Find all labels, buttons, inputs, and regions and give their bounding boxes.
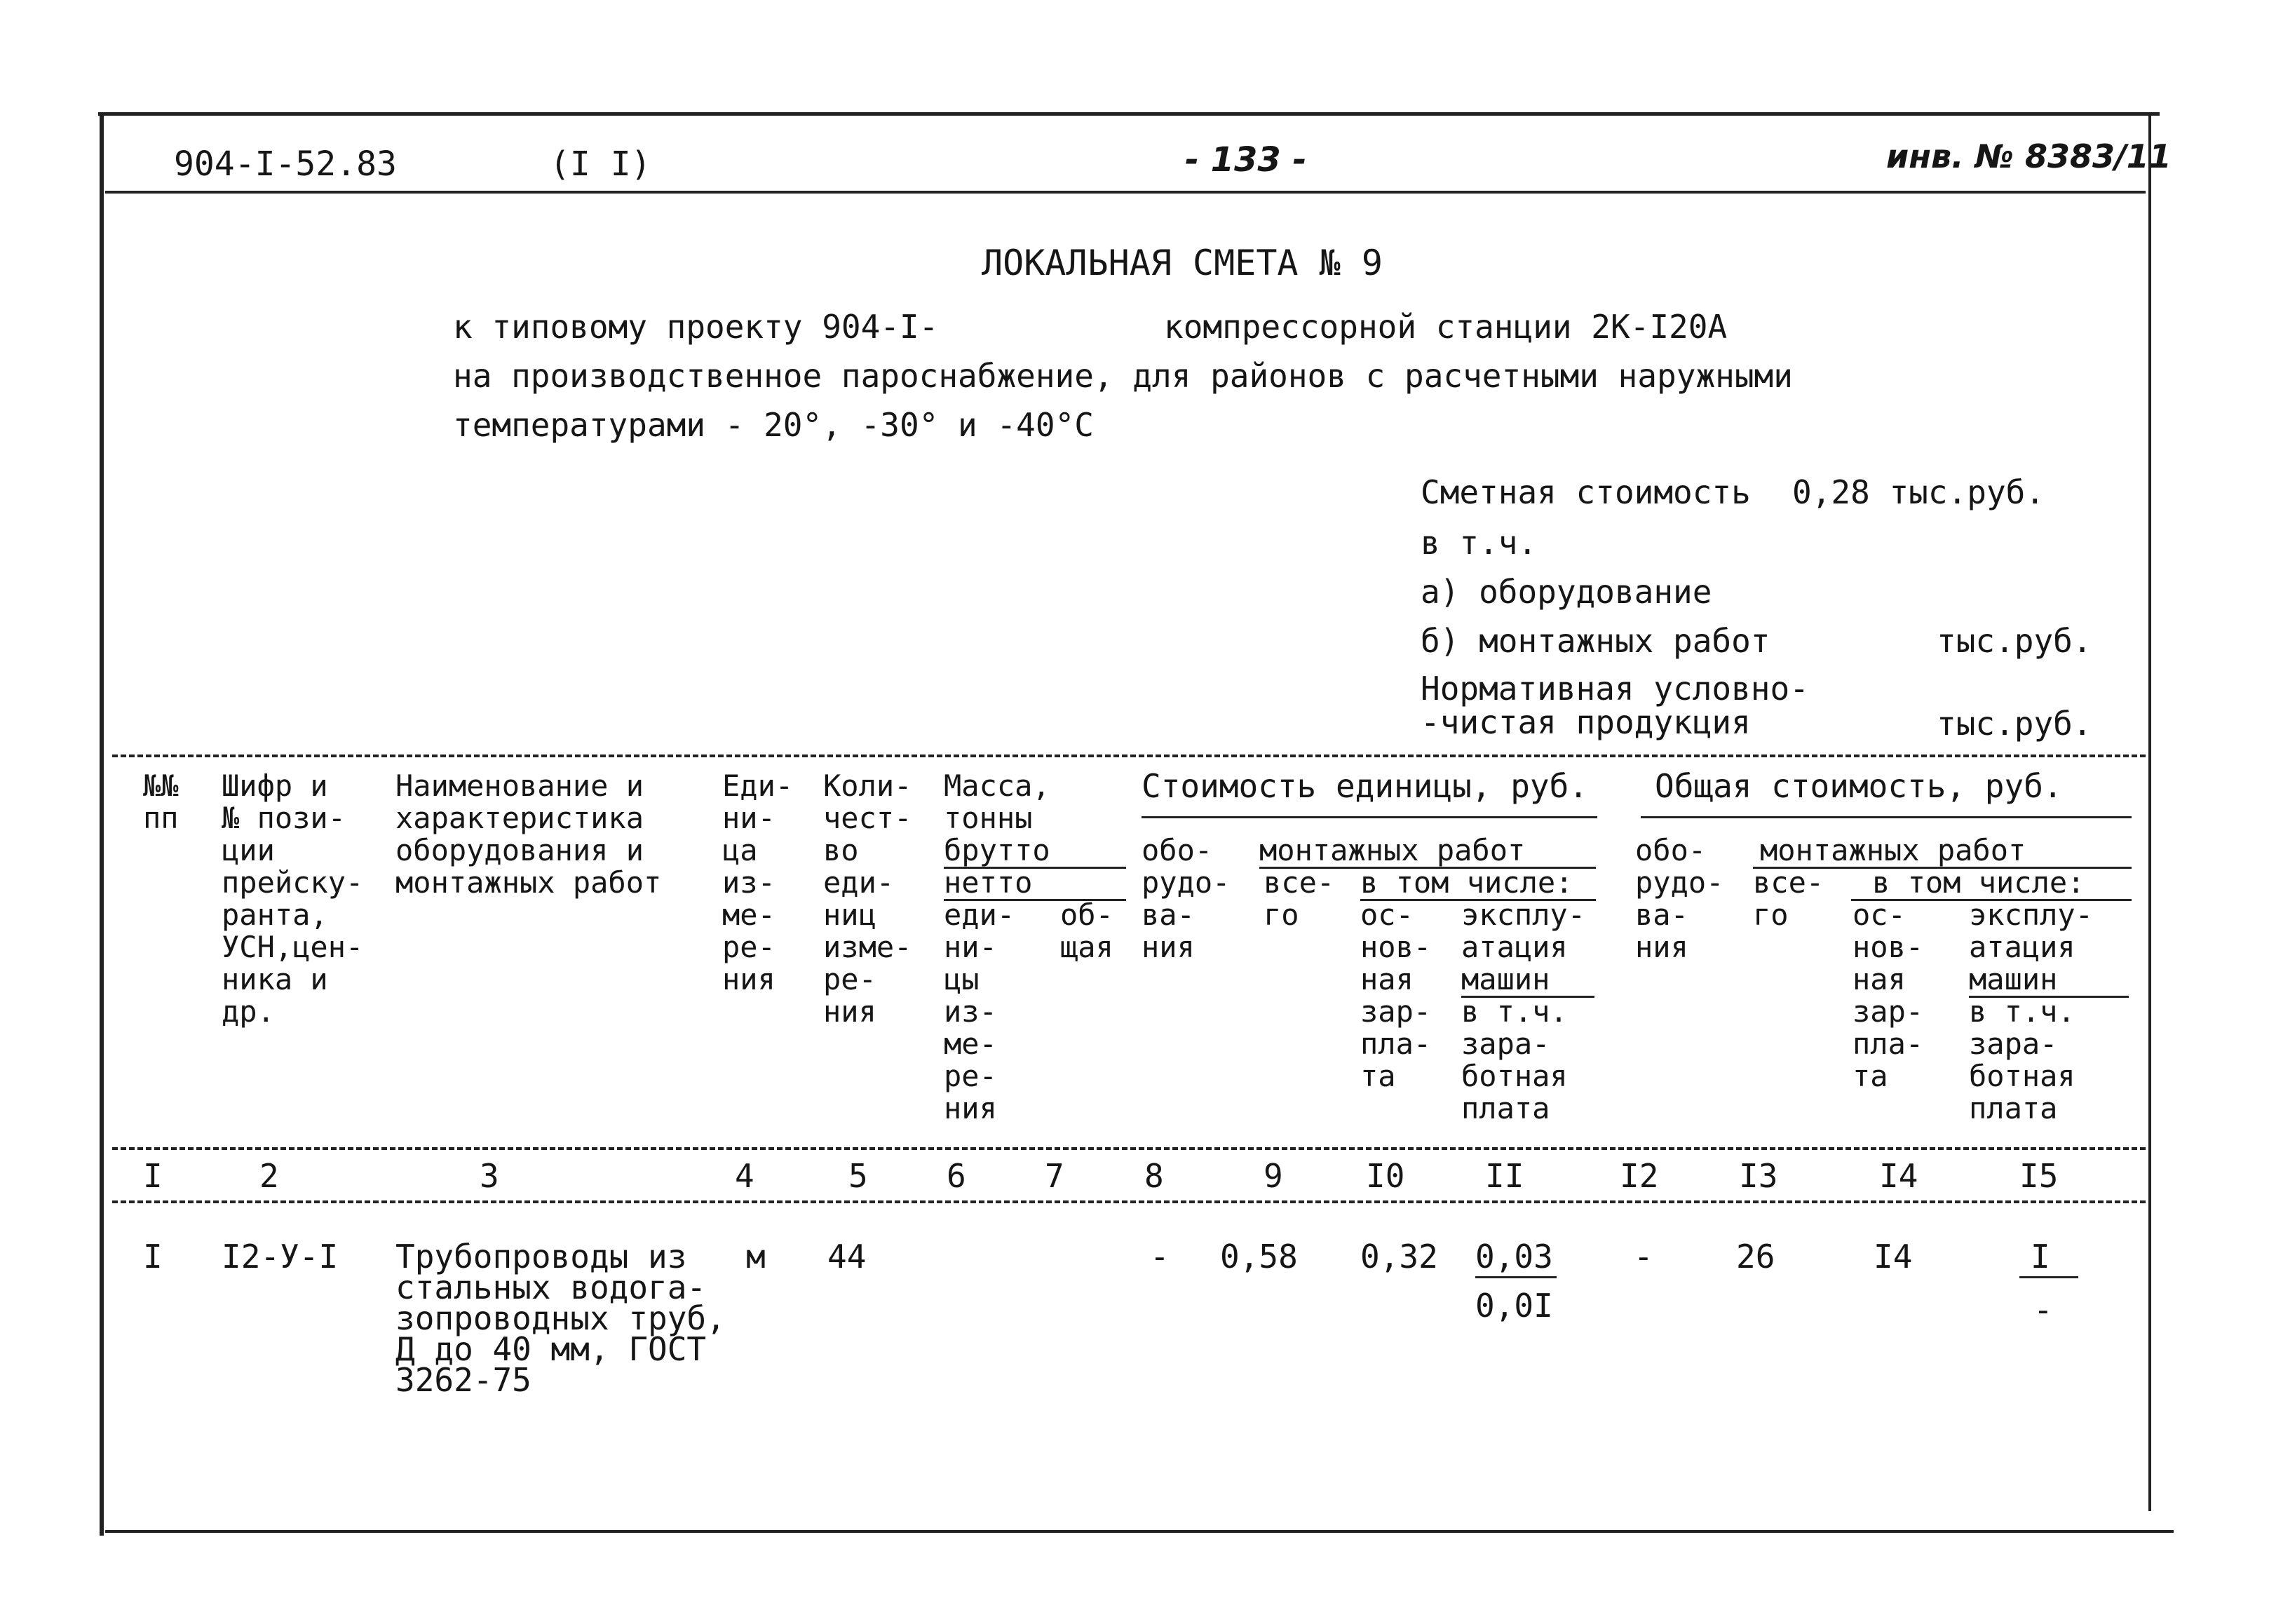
row-item-name: Трубопроводы из стальных водога- зопроводных труб, Д до 40 мм, ГОСТ 3262-75 [395,1238,726,1399]
row-unit-equipment: - [1150,1238,1170,1275]
header-total-installation: монтажных работ [1760,833,2026,867]
column-number-7: 7 [1045,1157,1064,1195]
row-unit-base-salary: 0,32 [1360,1238,1438,1275]
row-quantity: 44 [827,1238,867,1275]
frame-right-border [2148,112,2151,1511]
header-mass-unit: еди- ни- цы из- ме- ре- ния [944,898,1015,1125]
column-number-15: I5 [2019,1157,2059,1195]
column-number-11: II [1485,1157,1524,1195]
page-number: - 133 - [1185,140,1307,180]
header-position-code: Шифр и № пози- ции прейску- ранта, УСН,цен- ника и др. [222,769,364,1029]
row-total-machines: I [2031,1238,2050,1275]
row-position-code: I2-У-I [222,1238,339,1275]
row-number: I [143,1238,163,1275]
header-unit-incl: в том числе: [1360,865,1573,900]
row-total-machines-fraction-line [2019,1276,2078,1278]
table-top-rule [112,755,2146,757]
column-number-10: I0 [1366,1157,1405,1195]
header-total-base-salary: ос- нов- ная зар- пла- та [1853,898,1924,1093]
row-total-total: 26 [1736,1238,1775,1275]
estimated-cost-value: 0,28 тыс.руб. [1792,473,2045,511]
column-number-5: 5 [848,1157,868,1195]
project-code: 904-I-52.83 [174,144,397,184]
column-number-4: 4 [735,1157,754,1195]
row-unit: м [746,1238,766,1275]
inventory-number: инв. № 8383/11 [1886,137,2172,175]
column-number-2: 2 [259,1157,279,1195]
row-total-base-salary: I4 [1874,1238,1913,1275]
subtitle-line1a: к типовому проекту 904-I- [453,308,939,346]
normative-unit: тыс.руб. [1937,705,2092,743]
column-number-13: I3 [1739,1157,1778,1195]
unit-cost-underline [1142,816,1597,818]
row-unit-total: 0,58 [1220,1238,1298,1275]
header-unit-machines: эксплу- атация машин [1461,898,1586,996]
document-title: ЛОКАЛЬНАЯ СМЕТА № 9 [982,243,1383,283]
subtitle-line2: на производственное пароснабжение, для районов с расчетными наружными [453,357,1793,395]
album-number: (I I) [550,144,651,184]
frame-bottom-border [105,1530,2174,1533]
header-total-machines-salary: в т.ч. зара- ботная плата [1969,994,2075,1125]
installation-unit: тыс.руб. [1937,622,2092,660]
row-unit-machines-fraction-line [1475,1276,1557,1278]
header-total-incl: в том числе: [1872,865,2085,900]
column-number-6: 6 [947,1157,966,1195]
header-unit-cost: Стоимость единицы, руб. [1142,767,1588,805]
column-number-8: 8 [1144,1157,1164,1195]
row-unit-machines-salary: 0,0I [1475,1287,1553,1325]
frame-top-border [98,112,2160,116]
header-unit-machines-salary: в т.ч. зара- ботная плата [1461,994,1568,1125]
total-cost-underline [1641,816,2132,818]
subtitle-line1b: компрессорной станции 2К-I20А [1164,308,1728,346]
header-item-name: Наименование и характеристика оборудования и монтажных работ [395,769,662,900]
header-unit-installation: монтажных работ [1259,833,1526,867]
equipment-label: а) оборудование [1421,573,1712,611]
column-number-14: I4 [1879,1157,1918,1195]
row-unit-machines: 0,03 [1475,1238,1553,1275]
estimated-cost-label: Сметная стоимость [1421,473,1751,511]
row-total-equipment: - [1634,1238,1653,1275]
normative-label-1: Нормативная условно- [1421,670,1809,708]
header-mass-total: об- щая [1060,898,1113,964]
including-label: в т.ч. [1421,524,1538,562]
header-quantity: Коли- чест- во еди- ниц изме- ре- ния [823,769,912,1029]
header-row-number: №№ пп [143,769,179,835]
header-rule [105,191,2146,194]
header-mass-brutto: брутто [944,833,1050,867]
header-unit: Еди- ни- ца из- ме- ре- ния [722,769,794,996]
column-number-3: 3 [480,1157,499,1195]
header-mass-netto: нетто [944,865,1033,900]
installation-label: б) монтажных работ [1421,622,1770,660]
header-total-cost: Общая стоимость, руб. [1655,767,2063,805]
frame-left-border [100,112,104,1536]
column-number-1: I [143,1157,163,1195]
header-unit-base-salary: ос- нов- ная зар- пла- та [1360,898,1432,1093]
header-unit-total: все- го [1264,865,1335,932]
column-number-12: I2 [1620,1157,1659,1195]
header-mass-title: Масса, тонны [944,769,1050,835]
header-total-machines: эксплу- атация машин [1969,898,2094,996]
header-total-equipment: обо- рудо- ва- ния [1635,833,1724,964]
normative-label-2: -чистая продукция [1421,703,1751,741]
header-unit-equipment: обо- рудо- ва- ния [1142,833,1231,964]
row-total-machines-salary: - [2033,1291,2053,1329]
header-total-total: все- го [1753,865,1824,932]
column-numbers-top-rule [112,1147,2146,1150]
subtitle-line3: температурами - 20°, -30° и -40°С [453,406,1094,444]
column-numbers-bottom-rule [112,1200,2146,1203]
column-number-9: 9 [1264,1157,1283,1195]
